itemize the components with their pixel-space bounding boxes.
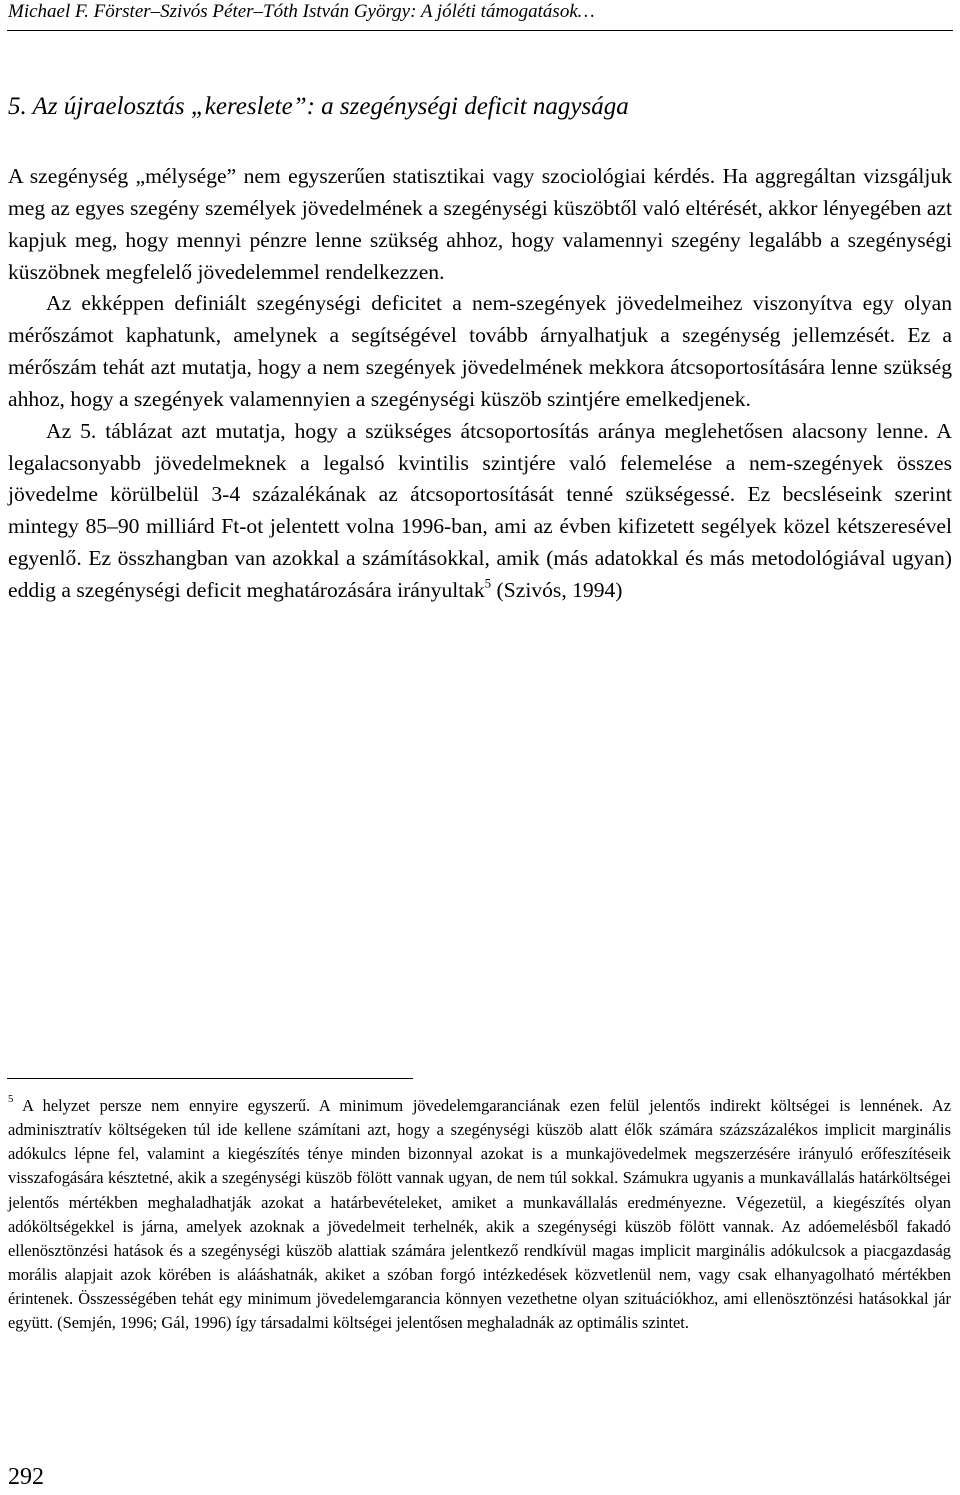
paragraph-3-text: Az 5. táblázat azt mutatja, hogy a szükséges átcsoportosítás aránya meglehetősen alacsony lenne. A legalacsonyabb jövedelmeknek a legalsó kvintilis szintjére való felemelése a nem-szegények összes jövedelme körülbelül 3-4 százalékának az átcsoportosítását tenné szükségessé. Ez becsléseink szerint mintegy 85–90 milliárd Ft-ot jelentett volna 1996-ban, ami az évben kifizetett segélyek közel kétszeresével egyenlő. Ez összhangban van azokkal a számításokkal, amik (más adatokkal és más metodológiával ugyan) eddig a szegénységi deficit meghatározására irányultak (8, 418, 952, 602)
running-header: Michael F. Förster–Szivós Péter–Tóth István György: A jóléti támogatások… (8, 1, 595, 22)
paragraph-3 (8, 416, 952, 607)
header-rule (7, 30, 953, 31)
paragraph-2: Az ekképpen definiált szegénységi deficitet a nem-szegények jövedelmeihez viszonyítva egy olyan mérőszámot kaphatunk, amelynek a segítségével tovább árnyalhatjuk a szegénység jellemzését. Ez a mérőszám tehát azt mutatja, hogy a nem szegények jövedelmének mekkora átcsoportosítására lenne szükség ahhoz, hogy a szegények valamennyien a szegénységi küszöb szintjére emelkedjenek. (8, 291, 952, 411)
footnote-mark: 5 (8, 1093, 14, 1105)
footnote-reference: 5 (484, 575, 492, 591)
page-number: 292 (8, 1464, 44, 1490)
body-text (8, 161, 952, 607)
paragraph-3-citation: (Szivós, 1994) (491, 577, 623, 602)
footnote-text: A helyzet persze nem ennyire egyszerű. A minimum jövedelemgaranciának ezen felül jelentős indirekt költségei is lennének. Az adminisztratív költségeken túl ide kellene számítani azt, hogy a szegénységi küszöb alatt élők számára százszázalékos implicit marginális adókulcs lépne fel, valamint a kiegészítés ténye minden bizonnyal azokat is a munkajövedelmek megszerzésére irányuló erőfeszítéseik visszafogására késztetné, akik a szegénységi küszöb fölött vannak ugyan, de nem túl sokkal. Számukra ugyanis a munkavállalás határköltségei jelentős mértékben meghaladhatják azokat a határbevételeket, amiket a munkavállalás eredményezne. Végezetül, a kiegészítés olyan adóköltségekkel is járna, amelyek azoknak a jövedelmeit terhelnék, akik a szegénységi küszöb fölött vannak. Az adóemelésből fakadó ellenösztönzési hatások és a szegénységi küszöb alattiak számára jelentkező rendkívül magas implicit marginális adókulcsok a piacgazdaság morális alapjait azok körében is alááshatnák, akiket a szóban forgó intézkedések közvetlenül nem, vagy csak elhanyagolható mértékben érintenek. Összességében tehát egy minimum jövedelemgarancia könnyen vezethetne olyan szituációkhoz, ami ellenösztönzési hatásokkal jár együtt. (Semjén, 1996; Gál, 1996) így társadalmi költségei jelentősen meghaladnák az optimális szintet. (8, 1096, 951, 1333)
footnote (8, 1094, 951, 1336)
paragraph-1: A szegénység „mélysége” nem egyszerűen statisztikai vagy szociológiai kérdés. Ha aggregáltan vizsgáljuk meg az egyes szegény személyek jövedelmének a szegénységi küszöbtől való eltérését, akkor lényegében azt kapjuk meg, hogy mennyi pénzre lenne szükség ahhoz, hogy valamennyi szegény legalább a szegénységi küszöbnek megfelelő jövedelemmel rendelkezzen. (8, 164, 952, 284)
footnote-rule (7, 1078, 413, 1079)
section-title: 5. Az újraelosztás „kereslete”: a szegénységi deficit nagysága (8, 93, 629, 120)
